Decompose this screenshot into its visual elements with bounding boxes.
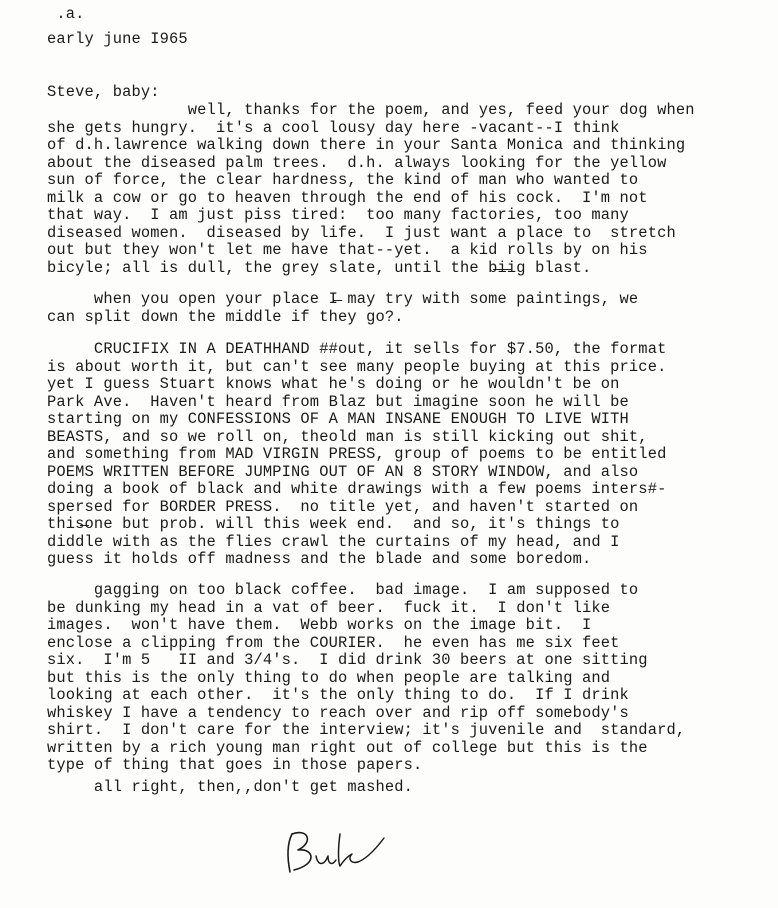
text-line: doing a book of black and white drawings with a few poems inters#-: [47, 480, 667, 498]
text-line: of d.h.lawrence walking down there in your Santa Monica and thinking: [47, 136, 686, 154]
text-line: and something from MAD VIRGIN PRESS, group of poems to be entitled: [47, 445, 667, 463]
text-line: out but they won't let me have that--yet. a kid rolls by on his: [47, 241, 648, 259]
text-line: images. won't have them. Webb works on the image bit. I: [47, 616, 592, 634]
text-line: shirt. I don't care for the interview; it's juvenile and standard,: [47, 721, 686, 739]
text-line: bicyle; all is dull, the grey slate, until the b̶i̶ig blast.: [47, 258, 592, 277]
text-line: well, thanks for the poem, and yes, feed your dog when: [47, 101, 695, 119]
text-line: written by a rich young man right out of college but this is the: [47, 738, 648, 757]
text-line: gagging on too black coffee. bad image. I am supposed to: [47, 581, 639, 599]
signature-image: [278, 826, 388, 878]
text-line: sun of force, the clear hardness, the kind of man who wanted to: [47, 171, 639, 189]
text-line: type of thing that goes in those papers.: [47, 756, 423, 774]
text-line: POEMS WRITTEN BEFORE JUMPING OUT OF AN 8 STORY WINDOW, and also: [47, 462, 639, 481]
text-line: all right, then,,don't get mashed.: [47, 778, 414, 796]
text-line: diddle with as the flies crawl the curtains of my head, and I: [47, 532, 620, 551]
text-line: that way. I am just piss tired: too many factories, too many: [47, 206, 629, 224]
text-line: enclose a clipping from the COURIER. he even has me six feet: [47, 633, 620, 652]
text-line: guess it holds off madness and the blade and some boredom.: [47, 550, 592, 568]
text-line: be dunking my head in a vat of beer. fuck it. I don't like: [47, 598, 611, 617]
text-line: whiskey I have a tendency to reach over and rip off somebody's: [47, 703, 629, 722]
text-line: looking at each other. it's the only thing to do. If I drink: [47, 686, 629, 704]
text-line: diseased women. diseased by life. I just want a place to stretch: [47, 223, 676, 242]
text-line: this̶one but prob. will this week end. and so, it's things to: [47, 515, 620, 533]
text-line: Park Ave. Haven't heard from Blaz but imagine soon he will be: [47, 392, 629, 411]
text-line: spersed for BORDER PRESS. no title yet, and haven't started on: [47, 497, 639, 516]
text-line: starting on my CONFESSIONS OF A MAN INSANE ENOUGH TO LIVE WITH: [47, 410, 629, 428]
text-line: milk a cow or go to heaven through the end of his cock. I'm not: [47, 188, 648, 207]
letter-date: early june I965: [47, 30, 188, 48]
text-line: six. I'm 5 II and 3/4's. I did drink 30 beers at one sitting: [47, 651, 648, 669]
letter-place: .a.: [47, 5, 85, 23]
text-line: but this is the only thing to do when people are talking and: [47, 668, 611, 687]
text-line: yet I guess Stuart knows what he's doing or he wouldn't be on: [47, 375, 620, 393]
text-line: is about worth it, but can't see many people buying at this price.: [47, 357, 667, 376]
letter-salutation: Steve, baby:: [47, 83, 160, 101]
text-line: when you open your place I̶ may try with some paintings, we: [47, 290, 639, 308]
text-line: about the diseased palm trees. d.h. always looking for the yellow: [47, 153, 667, 172]
text-line: she gets hungry. it's a cool lousy day here -vacant--I think: [47, 118, 620, 137]
text-line: BEASTS, and so we roll on, theold man is still kicking out shit,: [47, 427, 648, 446]
text-line: CRUCIFIX IN A DEATHHAND ##out, it sells for $7.50, the format: [47, 340, 667, 358]
text-line: can split down the middle if they go?.: [47, 307, 404, 326]
